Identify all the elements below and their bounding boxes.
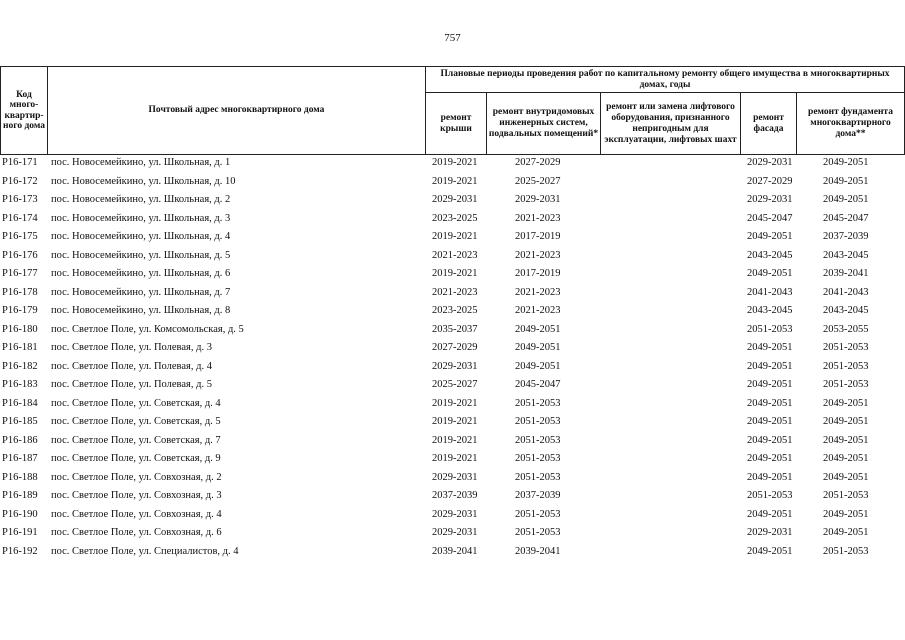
cell-foundation: 2037-2039 — [823, 231, 869, 242]
cell-foundation: 2053-2055 — [823, 323, 869, 335]
table-row — [0, 379, 905, 398]
cell-code: Р16-179 — [2, 305, 38, 316]
table-row — [0, 231, 905, 250]
cell-address: пос. Новосемейкино, ул. Школьная, д. 5 — [51, 249, 231, 261]
cell-facade: 2043-2045 — [747, 305, 793, 316]
cell-foundation: 2049-2051 — [823, 397, 869, 409]
cell-systems: 2045-2047 — [515, 379, 561, 390]
cell-systems: 2025-2027 — [515, 175, 561, 187]
cell-address: пос. Новосемейкино, ул. Школьная, д. 10 — [51, 175, 236, 187]
table-row — [0, 250, 905, 269]
cell-foundation: 2049-2051 — [823, 527, 869, 538]
cell-roof: 2021-2023 — [432, 286, 478, 298]
cell-facade: 2049-2051 — [747, 545, 793, 557]
cell-facade: 2045-2047 — [747, 212, 793, 224]
cell-code: Р16-172 — [2, 175, 38, 187]
cell-facade: 2029-2031 — [747, 527, 793, 538]
page-number: 757 — [444, 32, 461, 44]
cell-systems: 2051-2053 — [515, 453, 561, 464]
cell-facade: 2049-2051 — [747, 471, 793, 483]
cell-foundation: 2049-2051 — [823, 416, 869, 427]
cell-address: пос. Светлое Поле, ул. Полевая, д. 5 — [51, 379, 212, 390]
table-row — [0, 305, 905, 324]
table-row — [0, 324, 905, 343]
cell-address: пос. Светлое Поле, ул. Совхозная, д. 3 — [51, 490, 222, 501]
cell-facade: 2051-2053 — [747, 490, 793, 501]
cell-address: пос. Новосемейкино, ул. Школьная, д. 6 — [51, 268, 231, 279]
cell-code: Р16-184 — [2, 397, 38, 409]
cell-code: Р16-177 — [2, 268, 38, 279]
table-row — [0, 398, 905, 417]
cell-systems: 2051-2053 — [515, 397, 561, 409]
cell-systems: 2037-2039 — [515, 490, 561, 501]
cell-code: Р16-176 — [2, 249, 38, 261]
cell-systems: 2049-2051 — [515, 342, 561, 353]
table-row — [0, 268, 905, 287]
cell-roof: 2019-2021 — [432, 268, 478, 279]
header-lift: ремонт или замена лифтового оборудования, признанного непригодным для эксплуатации, лифтовых шахт — [600, 92, 741, 155]
table-row — [0, 416, 905, 435]
table-row — [0, 435, 905, 454]
cell-foundation: 2049-2051 — [823, 471, 869, 483]
cell-foundation: 2051-2053 — [823, 342, 869, 353]
header-code: Код много-квартир-ного дома — [0, 66, 48, 155]
cell-foundation: 2041-2043 — [823, 286, 869, 298]
table-row — [0, 527, 905, 546]
cell-code: Р16-180 — [2, 323, 38, 335]
cell-roof: 2029-2031 — [432, 527, 478, 538]
cell-address: пос. Новосемейкино, ул. Школьная, д. 2 — [51, 194, 231, 205]
cell-foundation: 2051-2053 — [823, 490, 869, 501]
cell-facade: 2049-2051 — [747, 397, 793, 409]
cell-code: Р16-189 — [2, 490, 38, 501]
header-systems: ремонт внутридомовых инженерных систем, подвальных помещений* — [486, 92, 601, 155]
cell-roof: 2029-2031 — [432, 508, 478, 520]
cell-systems: 2027-2029 — [515, 157, 561, 168]
table-row — [0, 453, 905, 472]
cell-roof: 2035-2037 — [432, 323, 478, 335]
cell-address: пос. Светлое Поле, ул. Совхозная, д. 4 — [51, 508, 222, 520]
cell-roof: 2039-2041 — [432, 545, 478, 557]
cell-code: Р16-171 — [2, 157, 38, 168]
cell-facade: 2029-2031 — [747, 194, 793, 205]
cell-code: Р16-183 — [2, 379, 38, 390]
cell-address: пос. Новосемейкино, ул. Школьная, д. 1 — [51, 157, 231, 168]
cell-systems: 2051-2053 — [515, 434, 561, 446]
cell-systems: 2021-2023 — [515, 249, 561, 261]
cell-address: пос. Светлое Поле, ул. Советская, д. 4 — [51, 397, 221, 409]
cell-foundation: 2049-2051 — [823, 508, 869, 520]
table-row — [0, 157, 905, 176]
cell-roof: 2025-2027 — [432, 379, 478, 390]
cell-foundation: 2039-2041 — [823, 268, 869, 279]
cell-facade: 2043-2045 — [747, 249, 793, 261]
cell-address: пос. Новосемейкино, ул. Школьная, д. 7 — [51, 286, 231, 298]
cell-address: пос. Светлое Поле, ул. Комсомольская, д. 5 — [51, 323, 244, 335]
cell-address: пос. Светлое Поле, ул. Советская, д. 7 — [51, 434, 221, 446]
cell-systems: 2029-2031 — [515, 194, 561, 205]
table-row — [0, 546, 905, 565]
cell-code: Р16-175 — [2, 231, 38, 242]
cell-code: Р16-187 — [2, 453, 38, 464]
cell-roof: 2023-2025 — [432, 212, 478, 224]
cell-systems: 2039-2041 — [515, 545, 561, 557]
header-roof: ремонт крыши — [425, 92, 487, 155]
cell-code: Р16-182 — [2, 360, 38, 372]
cell-foundation: 2051-2053 — [823, 360, 869, 372]
table-row — [0, 472, 905, 491]
cell-code: Р16-190 — [2, 508, 38, 520]
cell-roof: 2021-2023 — [432, 249, 478, 261]
cell-roof: 2019-2021 — [432, 231, 478, 242]
header-planned-periods: Плановые периоды проведения работ по капитальному ремонту общего имущества в многоквартирных домах, годы — [425, 66, 905, 93]
cell-roof: 2019-2021 — [432, 157, 478, 168]
table-row — [0, 361, 905, 380]
cell-code: Р16-185 — [2, 416, 38, 427]
cell-roof: 2029-2031 — [432, 471, 478, 483]
cell-code: Р16-173 — [2, 194, 38, 205]
cell-foundation: 2043-2045 — [823, 249, 869, 261]
cell-systems: 2021-2023 — [515, 212, 561, 224]
cell-facade: 2029-2031 — [747, 157, 793, 168]
cell-code: Р16-191 — [2, 527, 38, 538]
header-facade: ремонт фасада — [740, 92, 797, 155]
table-row — [0, 509, 905, 528]
cell-address: пос. Новосемейкино, ул. Школьная, д. 3 — [51, 212, 231, 224]
cell-facade: 2027-2029 — [747, 175, 793, 187]
cell-facade: 2049-2051 — [747, 453, 793, 464]
cell-facade: 2049-2051 — [747, 434, 793, 446]
cell-roof: 2027-2029 — [432, 342, 478, 353]
cell-address: пос. Новосемейкино, ул. Школьная, д. 8 — [51, 305, 231, 316]
cell-roof: 2019-2021 — [432, 453, 478, 464]
cell-address: пос. Светлое Поле, ул. Советская, д. 9 — [51, 453, 221, 464]
cell-roof: 2029-2031 — [432, 194, 478, 205]
cell-facade: 2049-2051 — [747, 508, 793, 520]
cell-roof: 2019-2021 — [432, 397, 478, 409]
table-row — [0, 194, 905, 213]
cell-address: пос. Светлое Поле, ул. Специалистов, д. 4 — [51, 545, 239, 557]
cell-code: Р16-192 — [2, 545, 38, 557]
cell-roof: 2029-2031 — [432, 360, 478, 372]
cell-address: пос. Светлое Поле, ул. Полевая, д. 3 — [51, 342, 212, 353]
cell-systems: 2049-2051 — [515, 323, 561, 335]
cell-systems: 2017-2019 — [515, 268, 561, 279]
cell-foundation: 2049-2051 — [823, 175, 869, 187]
cell-code: Р16-186 — [2, 434, 38, 446]
cell-address: пос. Светлое Поле, ул. Совхозная, д. 2 — [51, 471, 222, 483]
table-row — [0, 287, 905, 306]
cell-systems: 2051-2053 — [515, 471, 561, 483]
cell-facade: 2049-2051 — [747, 360, 793, 372]
cell-foundation: 2049-2051 — [823, 453, 869, 464]
cell-systems: 2051-2053 — [515, 508, 561, 520]
cell-foundation: 2051-2053 — [823, 545, 869, 557]
cell-facade: 2049-2051 — [747, 379, 793, 390]
cell-foundation: 2049-2051 — [823, 157, 869, 168]
table-body — [0, 157, 905, 564]
cell-facade: 2049-2051 — [747, 416, 793, 427]
cell-foundation: 2049-2051 — [823, 194, 869, 205]
cell-foundation: 2051-2053 — [823, 379, 869, 390]
cell-roof: 2037-2039 — [432, 490, 478, 501]
cell-facade: 2041-2043 — [747, 286, 793, 298]
cell-roof: 2019-2021 — [432, 416, 478, 427]
cell-roof: 2023-2025 — [432, 305, 478, 316]
cell-facade: 2049-2051 — [747, 342, 793, 353]
cell-facade: 2049-2051 — [747, 268, 793, 279]
cell-code: Р16-174 — [2, 212, 38, 224]
table-row — [0, 213, 905, 232]
cell-address: пос. Светлое Поле, ул. Полевая, д. 4 — [51, 360, 212, 372]
cell-systems: 2051-2053 — [515, 416, 561, 427]
table-row — [0, 490, 905, 509]
header-foundation: ремонт фундамента многоквартирного дома** — [796, 92, 905, 155]
cell-address: пос. Светлое Поле, ул. Советская, д. 5 — [51, 416, 221, 427]
cell-roof: 2019-2021 — [432, 434, 478, 446]
cell-facade: 2049-2051 — [747, 231, 793, 242]
table-row — [0, 342, 905, 361]
cell-code: Р16-181 — [2, 342, 38, 353]
header-address: Почтовый адрес многоквартирного дома — [47, 66, 426, 155]
cell-facade: 2051-2053 — [747, 323, 793, 335]
cell-address: пос. Светлое Поле, ул. Совхозная, д. 6 — [51, 527, 222, 538]
cell-systems: 2017-2019 — [515, 231, 561, 242]
cell-systems: 2049-2051 — [515, 360, 561, 372]
cell-code: Р16-178 — [2, 286, 38, 298]
cell-address: пос. Новосемейкино, ул. Школьная, д. 4 — [51, 231, 231, 242]
cell-foundation: 2043-2045 — [823, 305, 869, 316]
cell-systems: 2021-2023 — [515, 286, 561, 298]
cell-roof: 2019-2021 — [432, 175, 478, 187]
cell-code: Р16-188 — [2, 471, 38, 483]
cell-systems: 2051-2053 — [515, 527, 561, 538]
table-row — [0, 176, 905, 195]
cell-foundation: 2049-2051 — [823, 434, 869, 446]
cell-systems: 2021-2023 — [515, 305, 561, 316]
cell-foundation: 2045-2047 — [823, 212, 869, 224]
